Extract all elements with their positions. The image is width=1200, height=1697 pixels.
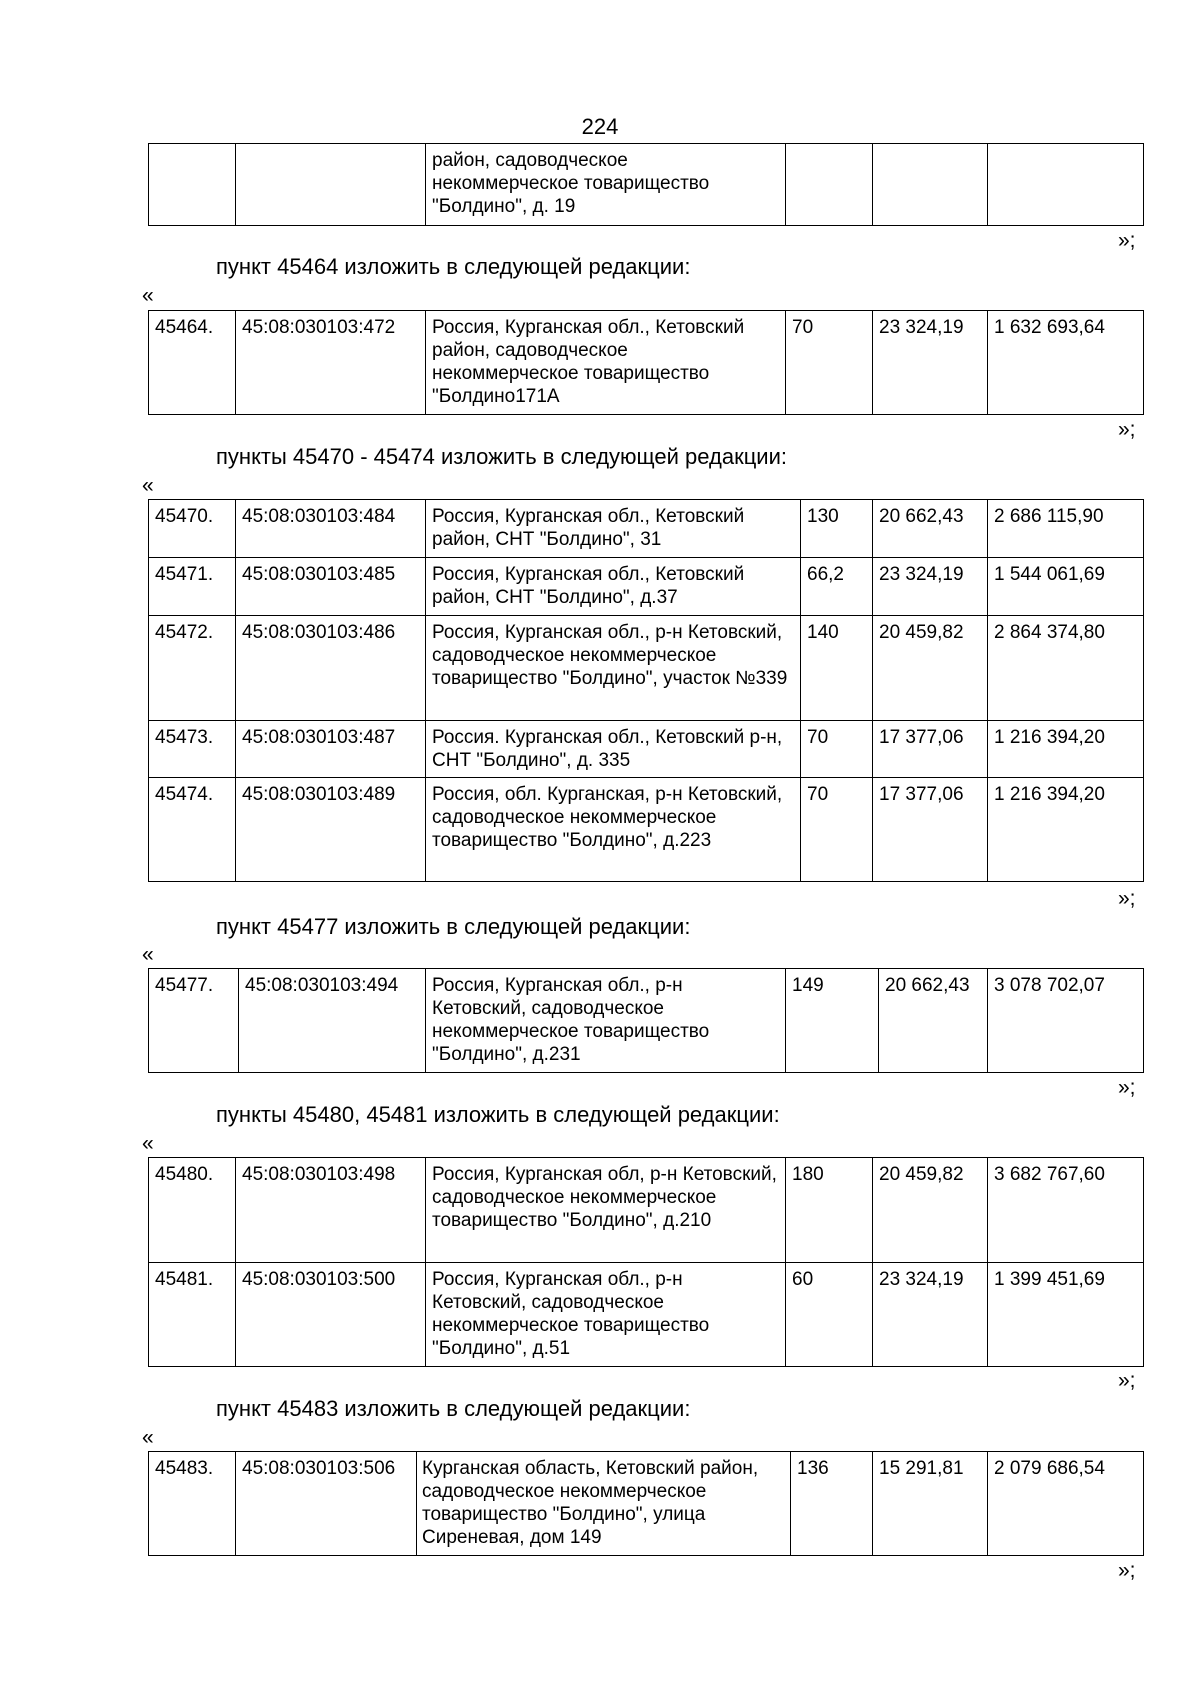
cell-area: 70 xyxy=(801,721,873,778)
cell-area xyxy=(786,144,873,226)
amendment-table xyxy=(148,968,1144,1073)
cell-address: район, садоводческое некоммерческое товарищество "Болдино", д. 19 xyxy=(426,144,786,226)
cell-price xyxy=(873,144,988,226)
table-row xyxy=(149,1452,1144,1556)
cell-price: 20 459,82 xyxy=(873,616,988,721)
cell-num xyxy=(149,144,236,226)
cell-cadastral: 45:08:030103:489 xyxy=(236,778,426,882)
cell-cadastral: 45:08:030103:487 xyxy=(236,721,426,778)
cell-address: Россия, Курганская обл., р-н Кетовский, садоводческое некоммерческое товарищество "Болдино", д.231 xyxy=(426,969,786,1073)
cell-value: 3 078 702,07 xyxy=(988,969,1144,1073)
cell-cadastral: 45:08:030103:500 xyxy=(236,1263,426,1367)
cell-value: 2 079 686,54 xyxy=(988,1452,1144,1556)
cell-price: 23 324,19 xyxy=(873,558,988,616)
amendment-heading: пункт 45464 изложить в следующей редакции: xyxy=(216,254,691,279)
cell-value xyxy=(988,144,1144,226)
opening-quote: « xyxy=(142,284,154,307)
cell-area: 70 xyxy=(786,311,873,415)
cell-value: 2 864 374,80 xyxy=(988,616,1144,721)
cell-num: 45472. xyxy=(149,616,236,721)
cell-value: 1 216 394,20 xyxy=(988,778,1144,882)
table-row xyxy=(149,558,1144,616)
closing-quote: »; xyxy=(1118,418,1136,441)
closing-quote: »; xyxy=(1118,887,1136,910)
cell-address: Россия, Курганская обл., Кетовский район, садоводческое некоммерческое товарищество "Болдино171А xyxy=(426,311,786,415)
cell-address: Россия, Курганская обл, р-н Кетовский, садоводческое некоммерческое товарищество "Болдино", д.210 xyxy=(426,1158,786,1263)
cell-area: 149 xyxy=(786,969,879,1073)
closing-quote: »; xyxy=(1118,1559,1136,1582)
table-row xyxy=(149,144,1144,226)
table-row xyxy=(149,969,1144,1073)
cell-address: Курганская область, Кетовский район, садоводческое некоммерческое товарищество "Болдино", улица Сиреневая, дом 149 xyxy=(417,1452,791,1556)
closing-quote: »; xyxy=(1118,1076,1136,1099)
cell-area: 140 xyxy=(801,616,873,721)
cell-cadastral: 45:08:030103:484 xyxy=(236,500,426,558)
cell-value: 1 544 061,69 xyxy=(988,558,1144,616)
cell-address: Россия, обл. Курганская, р-н Кетовский, садоводческое некоммерческое товарищество "Болдино", д.223 xyxy=(426,778,801,882)
cell-price: 20 662,43 xyxy=(873,500,988,558)
page-number: 224 xyxy=(581,114,619,139)
table-row xyxy=(149,311,1144,415)
cell-area: 180 xyxy=(786,1158,873,1263)
cell-cadastral: 45:08:030103:472 xyxy=(236,311,426,415)
cell-price: 23 324,19 xyxy=(873,1263,988,1367)
opening-quote: « xyxy=(142,943,154,966)
cell-num: 45470. xyxy=(149,500,236,558)
cell-num: 45464. xyxy=(149,311,236,415)
cell-area: 66,2 xyxy=(801,558,873,616)
cell-price: 23 324,19 xyxy=(873,311,988,415)
cell-value: 1 632 693,64 xyxy=(988,311,1144,415)
amendment-heading: пункт 45477 изложить в следующей редакции: xyxy=(216,914,691,939)
amendment-table xyxy=(148,1451,1144,1556)
amendment-heading: пункты 45470 - 45474 изложить в следующей редакции: xyxy=(216,444,788,469)
cell-address: Россия, Курганская обл., Кетовский район, СНТ "Болдино", 31 xyxy=(426,500,801,558)
amendment-table xyxy=(148,310,1144,415)
cell-value: 1 216 394,20 xyxy=(988,721,1144,778)
table-row xyxy=(149,1263,1144,1367)
closing-quote: »; xyxy=(1118,229,1136,252)
table-row xyxy=(149,1158,1144,1263)
cell-cadastral xyxy=(236,144,426,226)
amendment-heading: пункт 45483 изложить в следующей редакции: xyxy=(216,1396,691,1421)
cell-num: 45480. xyxy=(149,1158,236,1263)
cell-num: 45474. xyxy=(149,778,236,882)
cell-price: 20 459,82 xyxy=(873,1158,988,1263)
amendment-table xyxy=(148,499,1144,882)
cell-area: 130 xyxy=(801,500,873,558)
cell-cadastral: 45:08:030103:498 xyxy=(236,1158,426,1263)
opening-quote: « xyxy=(142,474,154,497)
cell-address: Россия, Курганская обл., р-н Кетовский, садоводческое некоммерческое товарищество "Болдино", участок №339 xyxy=(426,616,801,721)
cell-area: 60 xyxy=(786,1263,873,1367)
opening-quote: « xyxy=(142,1132,154,1155)
cell-value: 3 682 767,60 xyxy=(988,1158,1144,1263)
cell-price: 15 291,81 xyxy=(873,1452,988,1556)
cell-num: 45473. xyxy=(149,721,236,778)
cell-address: Россия, Курганская обл., р-н Кетовский, садоводческое некоммерческое товарищество "Болдино", д.51 xyxy=(426,1263,786,1367)
closing-quote: »; xyxy=(1118,1369,1136,1392)
cell-address: Россия. Курганская обл., Кетовский р-н, СНТ "Болдино", д. 335 xyxy=(426,721,801,778)
amendment-table xyxy=(148,1157,1144,1367)
cell-cadastral: 45:08:030103:506 xyxy=(236,1452,417,1556)
cell-address: Россия, Курганская обл., Кетовский район, СНТ "Болдино", д.37 xyxy=(426,558,801,616)
cell-num: 45481. xyxy=(149,1263,236,1367)
cell-price: 17 377,06 xyxy=(873,721,988,778)
table-row xyxy=(149,500,1144,558)
cell-value: 1 399 451,69 xyxy=(988,1263,1144,1367)
cell-cadastral: 45:08:030103:494 xyxy=(239,969,426,1073)
opening-quote: « xyxy=(142,1426,154,1449)
cell-area: 136 xyxy=(791,1452,873,1556)
cell-cadastral: 45:08:030103:486 xyxy=(236,616,426,721)
cell-num: 45471. xyxy=(149,558,236,616)
cell-num: 45477. xyxy=(149,969,239,1073)
cell-price: 17 377,06 xyxy=(873,778,988,882)
table-row xyxy=(149,721,1144,778)
continuation-table xyxy=(148,143,1144,226)
cell-cadastral: 45:08:030103:485 xyxy=(236,558,426,616)
table-row xyxy=(149,616,1144,721)
cell-area: 70 xyxy=(801,778,873,882)
cell-num: 45483. xyxy=(149,1452,236,1556)
table-row xyxy=(149,778,1144,882)
amendment-heading: пункты 45480, 45481 изложить в следующей редакции: xyxy=(216,1102,780,1127)
cell-value: 2 686 115,90 xyxy=(988,500,1144,558)
cell-price: 20 662,43 xyxy=(879,969,988,1073)
